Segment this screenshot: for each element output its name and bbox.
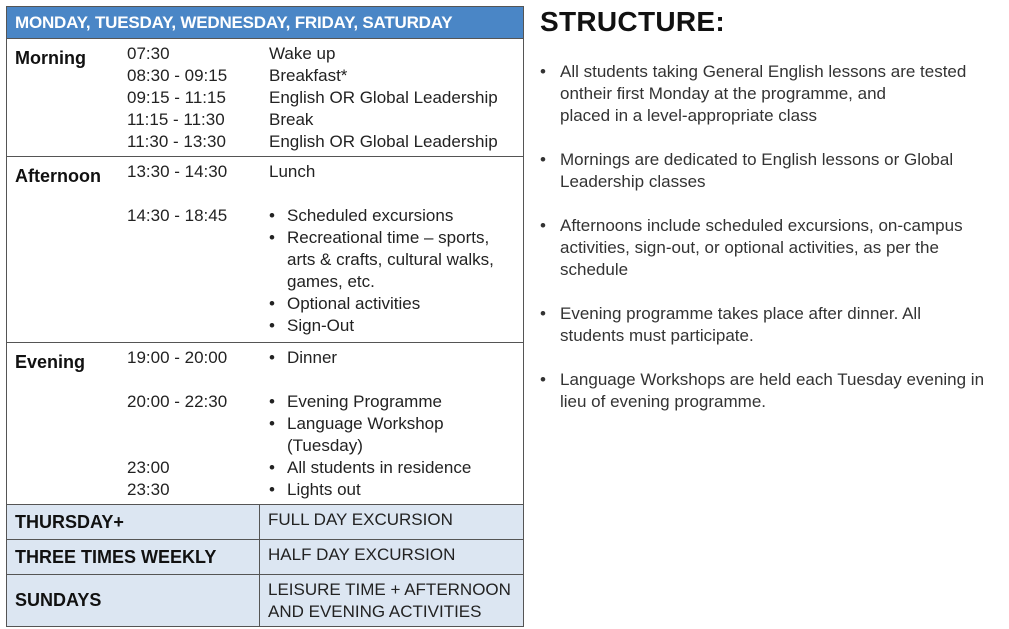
activity-cell: Lunch	[269, 162, 316, 181]
list-item: • All students in residence	[269, 458, 472, 477]
activity-cell: Breakfast*	[269, 66, 348, 85]
list-item: • Evening programme takes place after dinner. All students must participate.	[540, 304, 921, 345]
bullet-icon: •	[540, 62, 546, 81]
time-cell: 23:30	[127, 480, 170, 499]
activity-cell: English OR Global Leadership	[269, 88, 498, 107]
list-item-continuation: games, etc.	[287, 272, 375, 291]
bullet-icon: •	[540, 304, 546, 323]
schedule-header: MONDAY, TUESDAY, WEDNESDAY, FRIDAY, SATURDAY	[7, 7, 523, 39]
bullet-icon: •	[269, 348, 275, 367]
list-item: • All students taking General English lessons are tested ontheir first Monday at the programme, and placed in a level-appropriate class	[540, 62, 967, 125]
sundays-row	[7, 575, 523, 626]
list-item: • Sign-Out	[269, 316, 355, 335]
list-item: • Optional activities	[269, 294, 421, 313]
time-cell: 19:00 - 20:00	[127, 348, 228, 367]
row-value: HALF DAY EXCURSION	[268, 545, 456, 564]
list-item: • Afternoons include scheduled excursions, on-campus activities, sign-out, or optional activities, as per the schedule	[540, 216, 963, 279]
time-cell: 13:30 - 14:30	[127, 162, 228, 181]
row-value: LEISURE TIME + AFTERNOON AND EVENING ACTIVITIES	[268, 580, 511, 621]
time-cell: 07:30	[127, 44, 170, 63]
activity-cell: English OR Global Leadership	[269, 132, 498, 151]
time-cell: 09:15 - 11:15	[127, 88, 226, 107]
bullet-icon: •	[540, 370, 546, 389]
time-cell: 14:30 - 18:45	[127, 206, 228, 225]
morning-section	[7, 39, 523, 157]
afternoon-section	[7, 157, 523, 343]
list-item-continuation: (Tuesday)	[287, 436, 363, 455]
list-item: • Lights out	[269, 480, 361, 499]
bullet-icon: •	[269, 316, 275, 335]
afternoon-label: Afternoon	[15, 166, 101, 186]
morning-label: Morning	[15, 48, 86, 68]
evening-label: Evening	[15, 352, 86, 372]
row-label: THURSDAY+	[7, 505, 260, 539]
list-item: • Language Workshop	[269, 414, 444, 433]
bullet-icon: •	[269, 458, 275, 477]
evening-section	[7, 343, 523, 505]
list-item: • Mornings are dedicated to English lessons or Global Leadership classes	[540, 150, 954, 191]
list-item-continuation: arts & crafts, cultural walks,	[287, 250, 494, 269]
bullet-icon: •	[269, 480, 275, 499]
time-cell: 11:15 - 11:30	[127, 110, 225, 129]
list-item: • Evening Programme	[269, 392, 442, 411]
schedule-table	[6, 6, 524, 627]
bullet-icon: •	[269, 206, 275, 225]
structure-title: STRUCTURE:	[540, 6, 725, 37]
list-item: • Language Workshops are held each Tuesday evening in lieu of evening programme.	[540, 370, 985, 411]
row-label: SUNDAYS	[7, 575, 260, 626]
time-cell: 08:30 - 09:15	[127, 66, 228, 85]
structure-panel	[540, 6, 1005, 411]
bullet-icon: •	[269, 414, 275, 433]
thursday-row	[7, 505, 523, 540]
activity-cell: Break	[269, 110, 314, 129]
bullet-icon: •	[269, 294, 275, 313]
time-cell: 23:00	[127, 458, 170, 477]
bullet-icon: •	[540, 216, 546, 235]
time-cell: 11:30 - 13:30	[127, 132, 226, 151]
time-cell: 20:00 - 22:30	[127, 392, 228, 411]
bullet-icon: •	[540, 150, 546, 169]
row-value: FULL DAY EXCURSION	[268, 510, 453, 529]
list-item: • Dinner	[269, 348, 338, 367]
list-item: • Scheduled excursions	[269, 206, 454, 225]
bullet-icon: •	[269, 392, 275, 411]
activity-cell: Wake up	[269, 44, 336, 63]
row-label: THREE TIMES WEEKLY	[7, 540, 260, 574]
three-times-weekly-row	[7, 540, 523, 575]
bullet-icon: •	[269, 228, 275, 247]
list-item: • Recreational time – sports,	[269, 228, 490, 247]
